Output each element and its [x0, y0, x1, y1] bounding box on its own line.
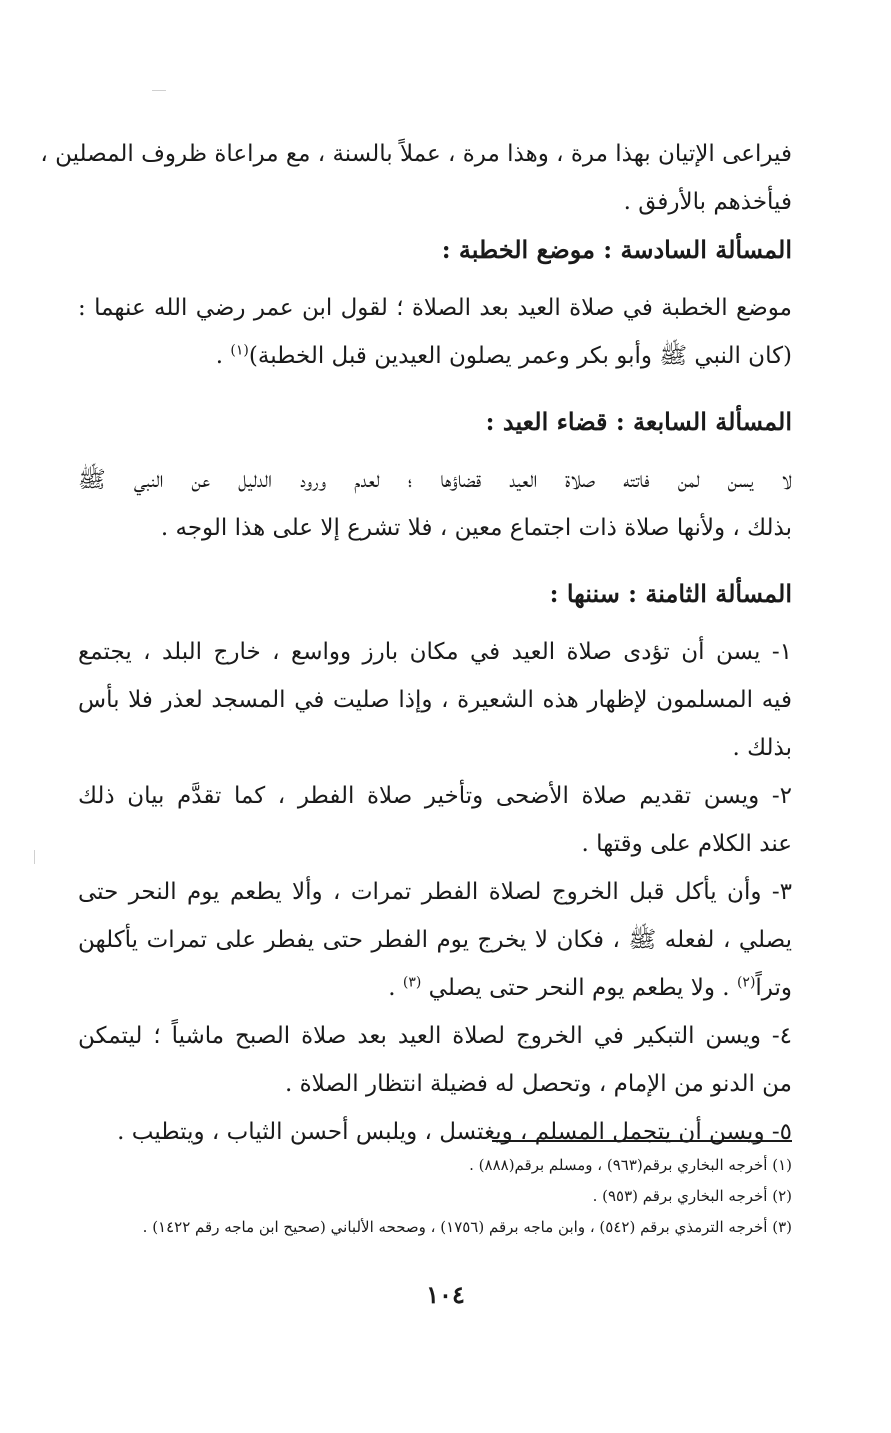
section-heading-7: المسألة السابعة : قضاء العيد :: [485, 407, 792, 436]
footnotes: [78, 1140, 792, 1243]
text-line: بذلك .: [732, 735, 792, 761]
paragraph-continuation: [40, 130, 792, 226]
footnote: (٣) أخرجه الترمذي برقم (٥٤٢) ، وابن ماجه برقم (١٧٥٦) ، وصححه الألباني (صحيح ابن ماجه رقم ١٤٢٢) .: [142, 1218, 792, 1236]
text-line: ٣- وأن يأكل قبل الخروج لصلاة الفطر تمرات ، وألا يطعم يوم النحر حتى: [78, 879, 792, 905]
text-line: ٤- ويسن التبكير في الخروج لصلاة العيد بعد صلاة الصبح ماشياً ؛ ليتمكن: [78, 1023, 792, 1049]
margin-mark: [34, 850, 35, 864]
section-heading-8: المسألة الثامنة : سننها :: [549, 579, 792, 608]
text-line: وتراً$^{(٢)}$ . ولا يطعم يوم النحر حتى يصلي $^{(٣)}$ .: [388, 974, 792, 1001]
text-line: موضع الخطبة في صلاة العيد بعد الصلاة ؛ لقول ابن عمر رضي الله عنهما :: [78, 295, 792, 321]
text-line: عند الكلام على وقتها .: [581, 831, 792, 857]
page-body: [40, 130, 792, 1156]
text-line: فيأخذهم بالأرفق .: [623, 189, 792, 215]
text-line: بذلك ، ولأنها صلاة ذات اجتماع معين ، فلا تشرع إلا على هذا الوجه .: [160, 515, 792, 541]
footnote: (٢) أخرجه البخاري برقم (٩٥٣) .: [592, 1187, 792, 1205]
text-line: يصلي ، لفعله ﷺ ، فكان لا يخرج يوم الفطر حتى يفطر على تمرات يأكلهن: [78, 927, 792, 953]
text-line: من الدنو من الإمام ، وتحصل له فضيلة انتظار الصلاة .: [284, 1071, 792, 1097]
page-number: ١٠٤: [426, 1280, 465, 1309]
list-item-2: [78, 772, 792, 868]
list-item-4: [78, 1012, 792, 1108]
paragraph-sermon-position: [78, 284, 792, 380]
paragraph-makeup: [78, 456, 792, 552]
margin-mark: [152, 90, 166, 91]
text-line: لا يسن لمن فاتته صلاة العيد قضاؤها ؛ لعدم ورود الدليل عن النبي ﷺ: [78, 467, 792, 493]
text-line: (كان النبي ﷺ وأبو بكر وعمر يصلون العيدين قبل الخطبة)$^{(١)}$ .: [215, 342, 792, 369]
list-item-1: [78, 628, 792, 772]
text-line: ٥- ويسن أن يتجمل المسلم ، ويغتسل ، ويلبس أحسن الثياب ، ويتطيب .: [117, 1119, 792, 1145]
text-line: ١- يسن أن تؤدى صلاة العيد في مكان بارز وواسع ، خارج البلد ، يجتمع: [78, 639, 792, 665]
section-heading-6: المسألة السادسة : موضع الخطبة :: [441, 235, 792, 264]
text-line: فيراعى الإتيان بهذا مرة ، وهذا مرة ، عملاً بالسنة ، مع مراعاة ظروف المصلين ،: [40, 141, 792, 167]
text-line: ٢- ويسن تقديم صلاة الأضحى وتأخير صلاة الفطر ، كما تقدَّم بيان ذلك: [78, 783, 792, 809]
footnote-ref[interactable]: (٣): [402, 974, 422, 991]
footnote-divider: [492, 1140, 792, 1142]
list-item-3: [78, 868, 792, 1012]
footnote-ref[interactable]: (٢): [736, 974, 756, 991]
text-line: فيه المسلمون لإظهار هذه الشعيرة ، وإذا صليت في المسجد لعذر فلا بأس: [78, 687, 792, 713]
footnote-ref[interactable]: (١): [230, 342, 249, 359]
footnote: (١) أخرجه البخاري برقم(٩٦٣) ، ومسلم برقم(٨٨٨) .: [469, 1156, 792, 1174]
